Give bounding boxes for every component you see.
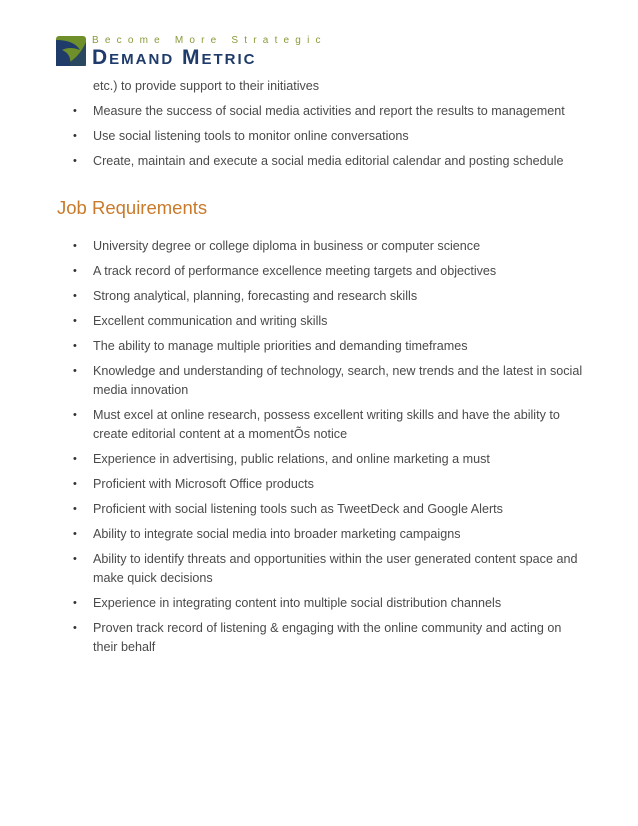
bullet-icon: •	[73, 553, 77, 565]
section-heading-job-requirements: Job Requirements	[57, 197, 208, 218]
bullet-icon: •	[73, 130, 77, 142]
list-item-text: Use social listening tools to monitor online conversations	[93, 129, 409, 143]
logo-mark-icon	[56, 36, 86, 66]
list-item-text: Create, maintain and execute a social media editorial calendar and posting schedule	[93, 154, 564, 168]
bullet-icon: •	[73, 528, 77, 540]
bullet-icon: •	[73, 315, 77, 327]
bullet-icon: •	[73, 597, 77, 609]
list-item-text: Must excel at online research, possess excellent writing skills and have the ability to create editorial content at a momentÕs notice	[93, 408, 560, 441]
list-item-text: Strong analytical, planning, forecasting and research skills	[93, 289, 418, 303]
bullet-icon: •	[73, 365, 77, 377]
bullet-icon: •	[73, 622, 77, 634]
continuation-text: etc.) to provide support to their initiatives	[93, 79, 320, 93]
list-item-text: Experience in integrating content into multiple social distribution channels	[93, 596, 502, 610]
bullet-icon: •	[73, 409, 77, 421]
bullet-icon: •	[73, 240, 77, 252]
list-item-text: A track record of performance excellence meeting targets and objectives	[93, 264, 497, 278]
bullet-icon: •	[73, 453, 77, 465]
list-item-text: The ability to manage multiple priorities and demanding timeframes	[93, 339, 468, 353]
list-item-text: Proven track record of listening & engaging with the online community and acting on their behalf	[93, 621, 562, 654]
bullet-icon: •	[73, 155, 77, 167]
list-item-text: Excellent communication and writing skills	[93, 314, 328, 328]
list-item-text: Knowledge and understanding of technology, search, new trends and the latest in social media innovation	[93, 364, 583, 397]
bullet-icon: •	[73, 478, 77, 490]
bullet-icon: •	[73, 290, 77, 302]
logo-tagline: Become More Strategic	[92, 35, 327, 46]
list-item-text: Measure the success of social media activities and report the results to management	[93, 104, 565, 118]
logo-brand-name: Demand Metric	[92, 46, 257, 69]
list-item-text: Ability to integrate social media into broader marketing campaigns	[93, 527, 461, 541]
list-item-text: University degree or college diploma in business or computer science	[93, 239, 481, 253]
list-item-text: Proficient with Microsoft Office products	[93, 477, 314, 491]
demand-metric-logo	[56, 34, 327, 70]
bullet-icon: •	[73, 265, 77, 277]
bullet-icon: •	[73, 503, 77, 515]
bullet-icon: •	[73, 340, 77, 352]
bullet-icon: •	[73, 105, 77, 117]
list-item-text: Experience in advertising, public relations, and online marketing a must	[93, 452, 490, 466]
list-item-text: Ability to identify threats and opportunities within the user generated content space and make quick decisions	[93, 552, 578, 585]
list-item-text: Proficient with social listening tools such as TweetDeck and Google Alerts	[93, 502, 503, 516]
